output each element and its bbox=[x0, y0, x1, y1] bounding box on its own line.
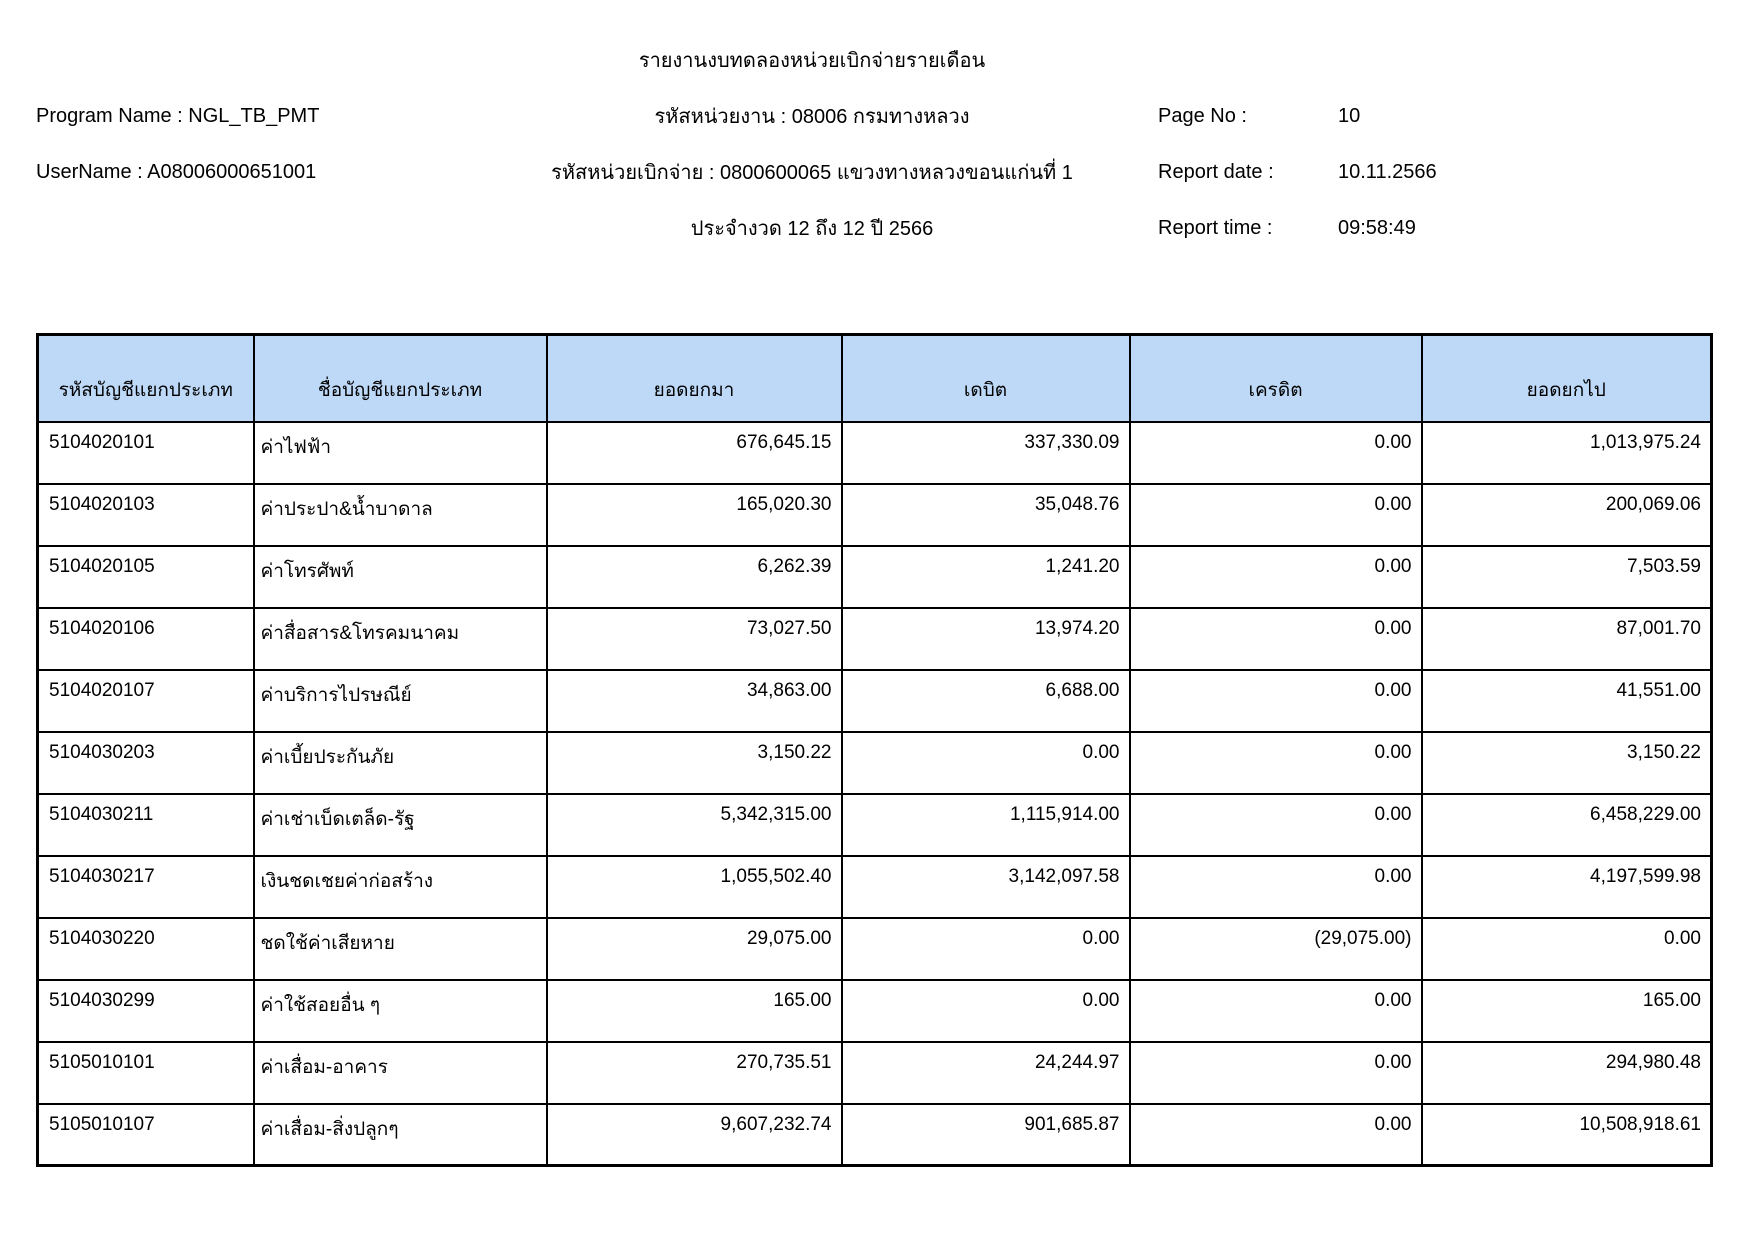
ending-balance: 10,508,918.61 bbox=[1422, 1104, 1712, 1166]
debit-amount: 337,330.09 bbox=[842, 422, 1130, 484]
ending-balance: 294,980.48 bbox=[1422, 1042, 1712, 1104]
table-header-row bbox=[38, 335, 1712, 422]
table-row bbox=[38, 918, 1712, 980]
account-code: 5104020105 bbox=[38, 546, 254, 608]
account-name: ค่าสื่อสาร&โทรคมนาคม bbox=[254, 608, 547, 670]
beginning-balance: 9,607,232.74 bbox=[547, 1104, 842, 1166]
account-name: ค่าบริการไปรษณีย์ bbox=[254, 670, 547, 732]
debit-amount: 1,115,914.00 bbox=[842, 794, 1130, 856]
account-code: 5104030220 bbox=[38, 918, 254, 980]
table-row bbox=[38, 856, 1712, 918]
account-code: 5104020103 bbox=[38, 484, 254, 546]
beginning-balance: 34,863.00 bbox=[547, 670, 842, 732]
trial-balance-table bbox=[36, 333, 1713, 1167]
credit-amount: 0.00 bbox=[1130, 856, 1422, 918]
table-row bbox=[38, 608, 1712, 670]
credit-amount: 0.00 bbox=[1130, 422, 1422, 484]
ending-balance: 0.00 bbox=[1422, 918, 1712, 980]
ending-balance: 1,013,975.24 bbox=[1422, 422, 1712, 484]
account-code: 5104020106 bbox=[38, 608, 254, 670]
credit-amount: 0.00 bbox=[1130, 1042, 1422, 1104]
ending-balance: 200,069.06 bbox=[1422, 484, 1712, 546]
page-no-value: 10 bbox=[1338, 104, 1361, 127]
credit-amount: 0.00 bbox=[1130, 980, 1422, 1042]
table-row bbox=[38, 980, 1712, 1042]
account-code: 5105010101 bbox=[38, 1042, 254, 1104]
debit-amount: 13,974.20 bbox=[842, 608, 1130, 670]
beginning-balance: 6,262.39 bbox=[547, 546, 842, 608]
ending-balance: 87,001.70 bbox=[1422, 608, 1712, 670]
debit-amount: 24,244.97 bbox=[842, 1042, 1130, 1104]
beginning-balance: 165,020.30 bbox=[547, 484, 842, 546]
table-row bbox=[38, 422, 1712, 484]
account-code: 5104020107 bbox=[38, 670, 254, 732]
table-row bbox=[38, 732, 1712, 794]
report-date-label: Report date : bbox=[1158, 160, 1274, 183]
table-row bbox=[38, 484, 1712, 546]
debit-amount: 901,685.87 bbox=[842, 1104, 1130, 1166]
credit-amount: 0.00 bbox=[1130, 1104, 1422, 1166]
account-code: 5105010107 bbox=[38, 1104, 254, 1166]
meta-row-1 bbox=[36, 88, 1718, 144]
report-date-value: 10.11.2566 bbox=[1338, 160, 1437, 183]
debit-amount: 0.00 bbox=[842, 732, 1130, 794]
credit-amount: 0.00 bbox=[1130, 608, 1422, 670]
table-row bbox=[38, 546, 1712, 608]
credit-amount: (29,075.00) bbox=[1130, 918, 1422, 980]
debit-amount: 1,241.20 bbox=[842, 546, 1130, 608]
beginning-balance: 3,150.22 bbox=[547, 732, 842, 794]
report-meta bbox=[36, 32, 1718, 256]
report-time-label: Report time : bbox=[1158, 216, 1273, 239]
page-no bbox=[1158, 105, 1718, 128]
ending-balance: 7,503.59 bbox=[1422, 546, 1712, 608]
table-row bbox=[38, 1042, 1712, 1104]
credit-amount: 0.00 bbox=[1130, 484, 1422, 546]
beginning-balance: 676,645.15 bbox=[547, 422, 842, 484]
report-time-value: 09:58:49 bbox=[1338, 216, 1416, 239]
beginning-balance: 29,075.00 bbox=[547, 918, 842, 980]
meta-row-title bbox=[36, 32, 1718, 88]
disbursement-unit-code: รหัสหน่วยเบิกจ่าย : 0800600065 แขวงทางหลวงขอนแก่นที่ 1 bbox=[551, 162, 1073, 184]
account-code: 5104030299 bbox=[38, 980, 254, 1042]
debit-amount: 0.00 bbox=[842, 918, 1130, 980]
account-name: ค่าใช้สอยอื่น ๆ bbox=[254, 980, 547, 1042]
agency-code: รหัสหน่วยงาน : 08006 กรมทางหลวง bbox=[654, 106, 970, 128]
ending-balance: 4,197,599.98 bbox=[1422, 856, 1712, 918]
ending-balance: 3,150.22 bbox=[1422, 732, 1712, 794]
account-code: 5104030217 bbox=[38, 856, 254, 918]
ending-balance: 41,551.00 bbox=[1422, 670, 1712, 732]
page-no-label: Page No : bbox=[1158, 104, 1247, 127]
report-date bbox=[1158, 161, 1718, 184]
account-name: ค่าเสื่อม-สิ่งปลูกๆ bbox=[254, 1104, 547, 1166]
header-account-name: ชื่อบัญชีแยกประเภท bbox=[254, 335, 547, 422]
credit-amount: 0.00 bbox=[1130, 670, 1422, 732]
beginning-balance: 73,027.50 bbox=[547, 608, 842, 670]
account-name: ค่าเสื่อม-อาคาร bbox=[254, 1042, 547, 1104]
account-name: ชดใช้ค่าเสียหาย bbox=[254, 918, 547, 980]
credit-amount: 0.00 bbox=[1130, 732, 1422, 794]
debit-amount: 6,688.00 bbox=[842, 670, 1130, 732]
header-account-code: รหัสบัญชีแยกประเภท bbox=[38, 335, 254, 422]
header-credit: เครดิต bbox=[1130, 335, 1422, 422]
account-name: ค่าเบี้ยประกันภัย bbox=[254, 732, 547, 794]
table-row bbox=[38, 1104, 1712, 1166]
ending-balance: 6,458,229.00 bbox=[1422, 794, 1712, 856]
account-name: ค่าไฟฟ้า bbox=[254, 422, 547, 484]
period: ประจำงวด 12 ถึง 12 ปี 2566 bbox=[690, 218, 934, 240]
header-debit: เดบิต bbox=[842, 335, 1130, 422]
account-name: ค่าเช่าเบ็ดเตล็ด-รัฐ bbox=[254, 794, 547, 856]
account-name: ค่าประปา&น้ำบาดาล bbox=[254, 484, 547, 546]
beginning-balance: 1,055,502.40 bbox=[547, 856, 842, 918]
user-name: UserName : A08006000651001 bbox=[36, 160, 317, 183]
account-code: 5104030203 bbox=[38, 732, 254, 794]
debit-amount: 3,142,097.58 bbox=[842, 856, 1130, 918]
header-beginning-balance: ยอดยกมา bbox=[547, 335, 842, 422]
credit-amount: 0.00 bbox=[1130, 794, 1422, 856]
account-name: เงินชดเชยค่าก่อสร้าง bbox=[254, 856, 547, 918]
account-code: 5104020101 bbox=[38, 422, 254, 484]
account-code: 5104030211 bbox=[38, 794, 254, 856]
report-time bbox=[1158, 217, 1718, 240]
beginning-balance: 165.00 bbox=[547, 980, 842, 1042]
program-name: Program Name : NGL_TB_PMT bbox=[36, 104, 320, 127]
debit-amount: 0.00 bbox=[842, 980, 1130, 1042]
meta-row-2 bbox=[36, 144, 1718, 200]
table-row bbox=[38, 794, 1712, 856]
account-name: ค่าโทรศัพท์ bbox=[254, 546, 547, 608]
beginning-balance: 270,735.51 bbox=[547, 1042, 842, 1104]
table-row bbox=[38, 670, 1712, 732]
ending-balance: 165.00 bbox=[1422, 980, 1712, 1042]
beginning-balance: 5,342,315.00 bbox=[547, 794, 842, 856]
meta-row-3 bbox=[36, 200, 1718, 256]
debit-amount: 35,048.76 bbox=[842, 484, 1130, 546]
report-title: รายงานงบทดลองหน่วยเบิกจ่ายรายเดือน bbox=[638, 50, 986, 72]
credit-amount: 0.00 bbox=[1130, 546, 1422, 608]
header-ending-balance: ยอดยกไป bbox=[1422, 335, 1712, 422]
